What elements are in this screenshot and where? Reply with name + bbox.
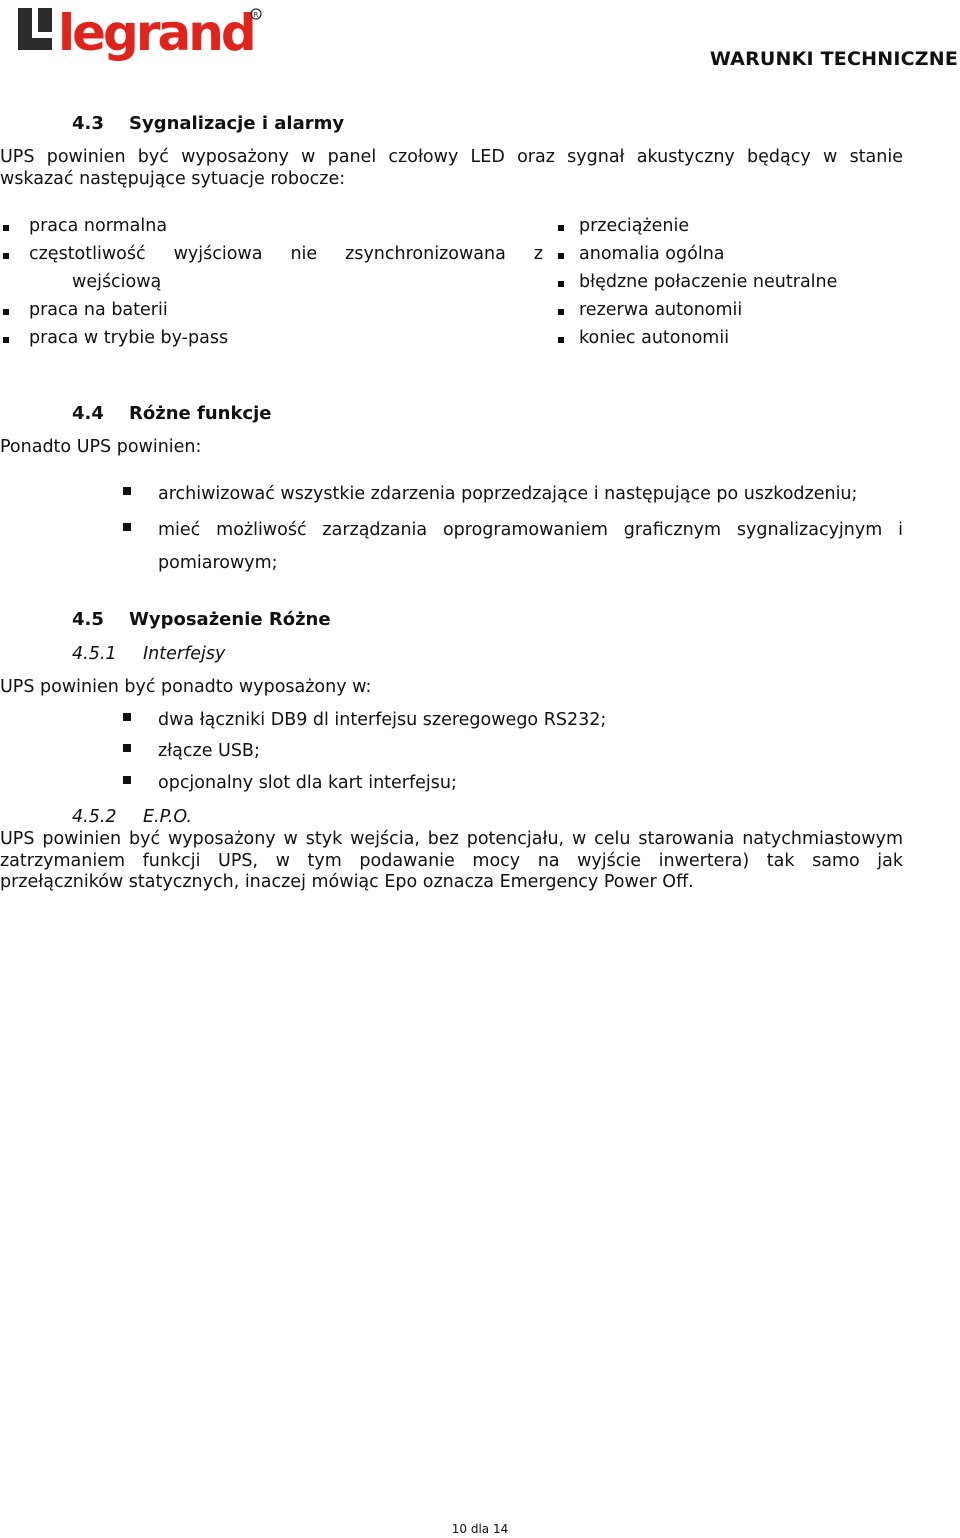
- list-item-continuation: pomiarowym;: [158, 553, 278, 573]
- paragraph: UPS powinien być wyposażony w styk wejścia, bez potencjału, w celu starowania natychmiastowym: [0, 829, 903, 849]
- section-heading-4-3: [72, 113, 344, 134]
- bullet-icon: [558, 309, 564, 315]
- legrand-logo: [18, 4, 268, 66]
- list-item: złącze USB;: [158, 741, 260, 761]
- bullet-icon: [558, 281, 564, 287]
- section-title: Wyposażenie Różne: [129, 609, 331, 630]
- list-item: rezerwa autonomii: [579, 300, 743, 320]
- list-item: koniec autonomii: [579, 328, 730, 348]
- paragraph: zatrzymaniem funkcji UPS, w tym podawanie mocy na wyjście inwertera) tak samo jak: [0, 851, 903, 871]
- bullet-icon: [3, 309, 9, 315]
- bullet-icon: [123, 776, 131, 784]
- list-item: częstotliwość wyjściowa nie zsynchronizowana z: [29, 244, 543, 264]
- bullet-icon: [3, 225, 9, 231]
- bullet-icon: [123, 713, 131, 721]
- list-item: błędzne połaczenie neutralne: [579, 272, 838, 292]
- logo-wordmark: legrand: [58, 4, 254, 62]
- paragraph: wskazać następujące sytuacje robocze:: [0, 169, 346, 189]
- list-item: praca w trybie by-pass: [29, 328, 229, 348]
- list-item-continuation: wejściową: [72, 272, 162, 292]
- section-heading-4-5: [72, 609, 331, 630]
- svg-text:R: R: [253, 11, 259, 19]
- bullet-icon: [558, 337, 564, 343]
- subsection-title: Interfejsy: [143, 644, 226, 664]
- section-number: 4.5: [72, 609, 104, 630]
- document-title: WARUNKI TECHNICZNE: [709, 48, 958, 70]
- subsection-number: 4.5.2: [72, 807, 117, 827]
- bullet-icon: [123, 744, 131, 752]
- section-number: 4.4: [72, 403, 104, 424]
- subsection-title: E.P.O.: [143, 807, 192, 827]
- paragraph: Ponadto UPS powinien:: [0, 437, 202, 457]
- section-title: Różne funkcje: [129, 403, 272, 424]
- bullet-icon: [123, 523, 131, 531]
- list-item: praca na baterii: [29, 300, 168, 320]
- list-item: dwa łączniki DB9 dl interfejsu szeregowego RS232;: [158, 710, 607, 730]
- section-number: 4.3: [72, 113, 104, 134]
- list-item: praca normalna: [29, 216, 168, 236]
- bullet-icon: [558, 225, 564, 231]
- subsection-heading-4-5-2: [72, 807, 192, 827]
- list-item: archiwizować wszystkie zdarzenia poprzedzające i następujące po uszkodzeniu;: [158, 484, 858, 504]
- page-number: 10 dla 14: [451, 1522, 509, 1536]
- bullet-icon: [3, 253, 9, 259]
- list-item: opcjonalny slot dla kart interfejsu;: [158, 773, 457, 793]
- subsection-heading-4-5-1: [72, 644, 225, 664]
- bullet-icon: [3, 337, 9, 343]
- paragraph: przełączników statycznych, inaczej mówiąc Epo oznacza Emergency Power Off.: [0, 872, 694, 892]
- list-item: mieć możliwość zarządzania oprogramowaniem graficznym sygnalizacyjnym i: [158, 520, 903, 540]
- section-heading-4-4: [72, 403, 271, 424]
- bullet-icon: [558, 253, 564, 259]
- bullet-icon: [123, 487, 131, 495]
- list-item: anomalia ogólna: [579, 244, 725, 264]
- subsection-number: 4.5.1: [72, 644, 117, 664]
- paragraph: UPS powinien być wyposażony w panel czołowy LED oraz sygnał akustyczny będący w stanie: [0, 147, 903, 167]
- paragraph: UPS powinien być ponadto wyposażony w:: [0, 677, 372, 697]
- list-item: przeciążenie: [579, 216, 690, 236]
- section-title: Sygnalizacje i alarmy: [129, 113, 345, 134]
